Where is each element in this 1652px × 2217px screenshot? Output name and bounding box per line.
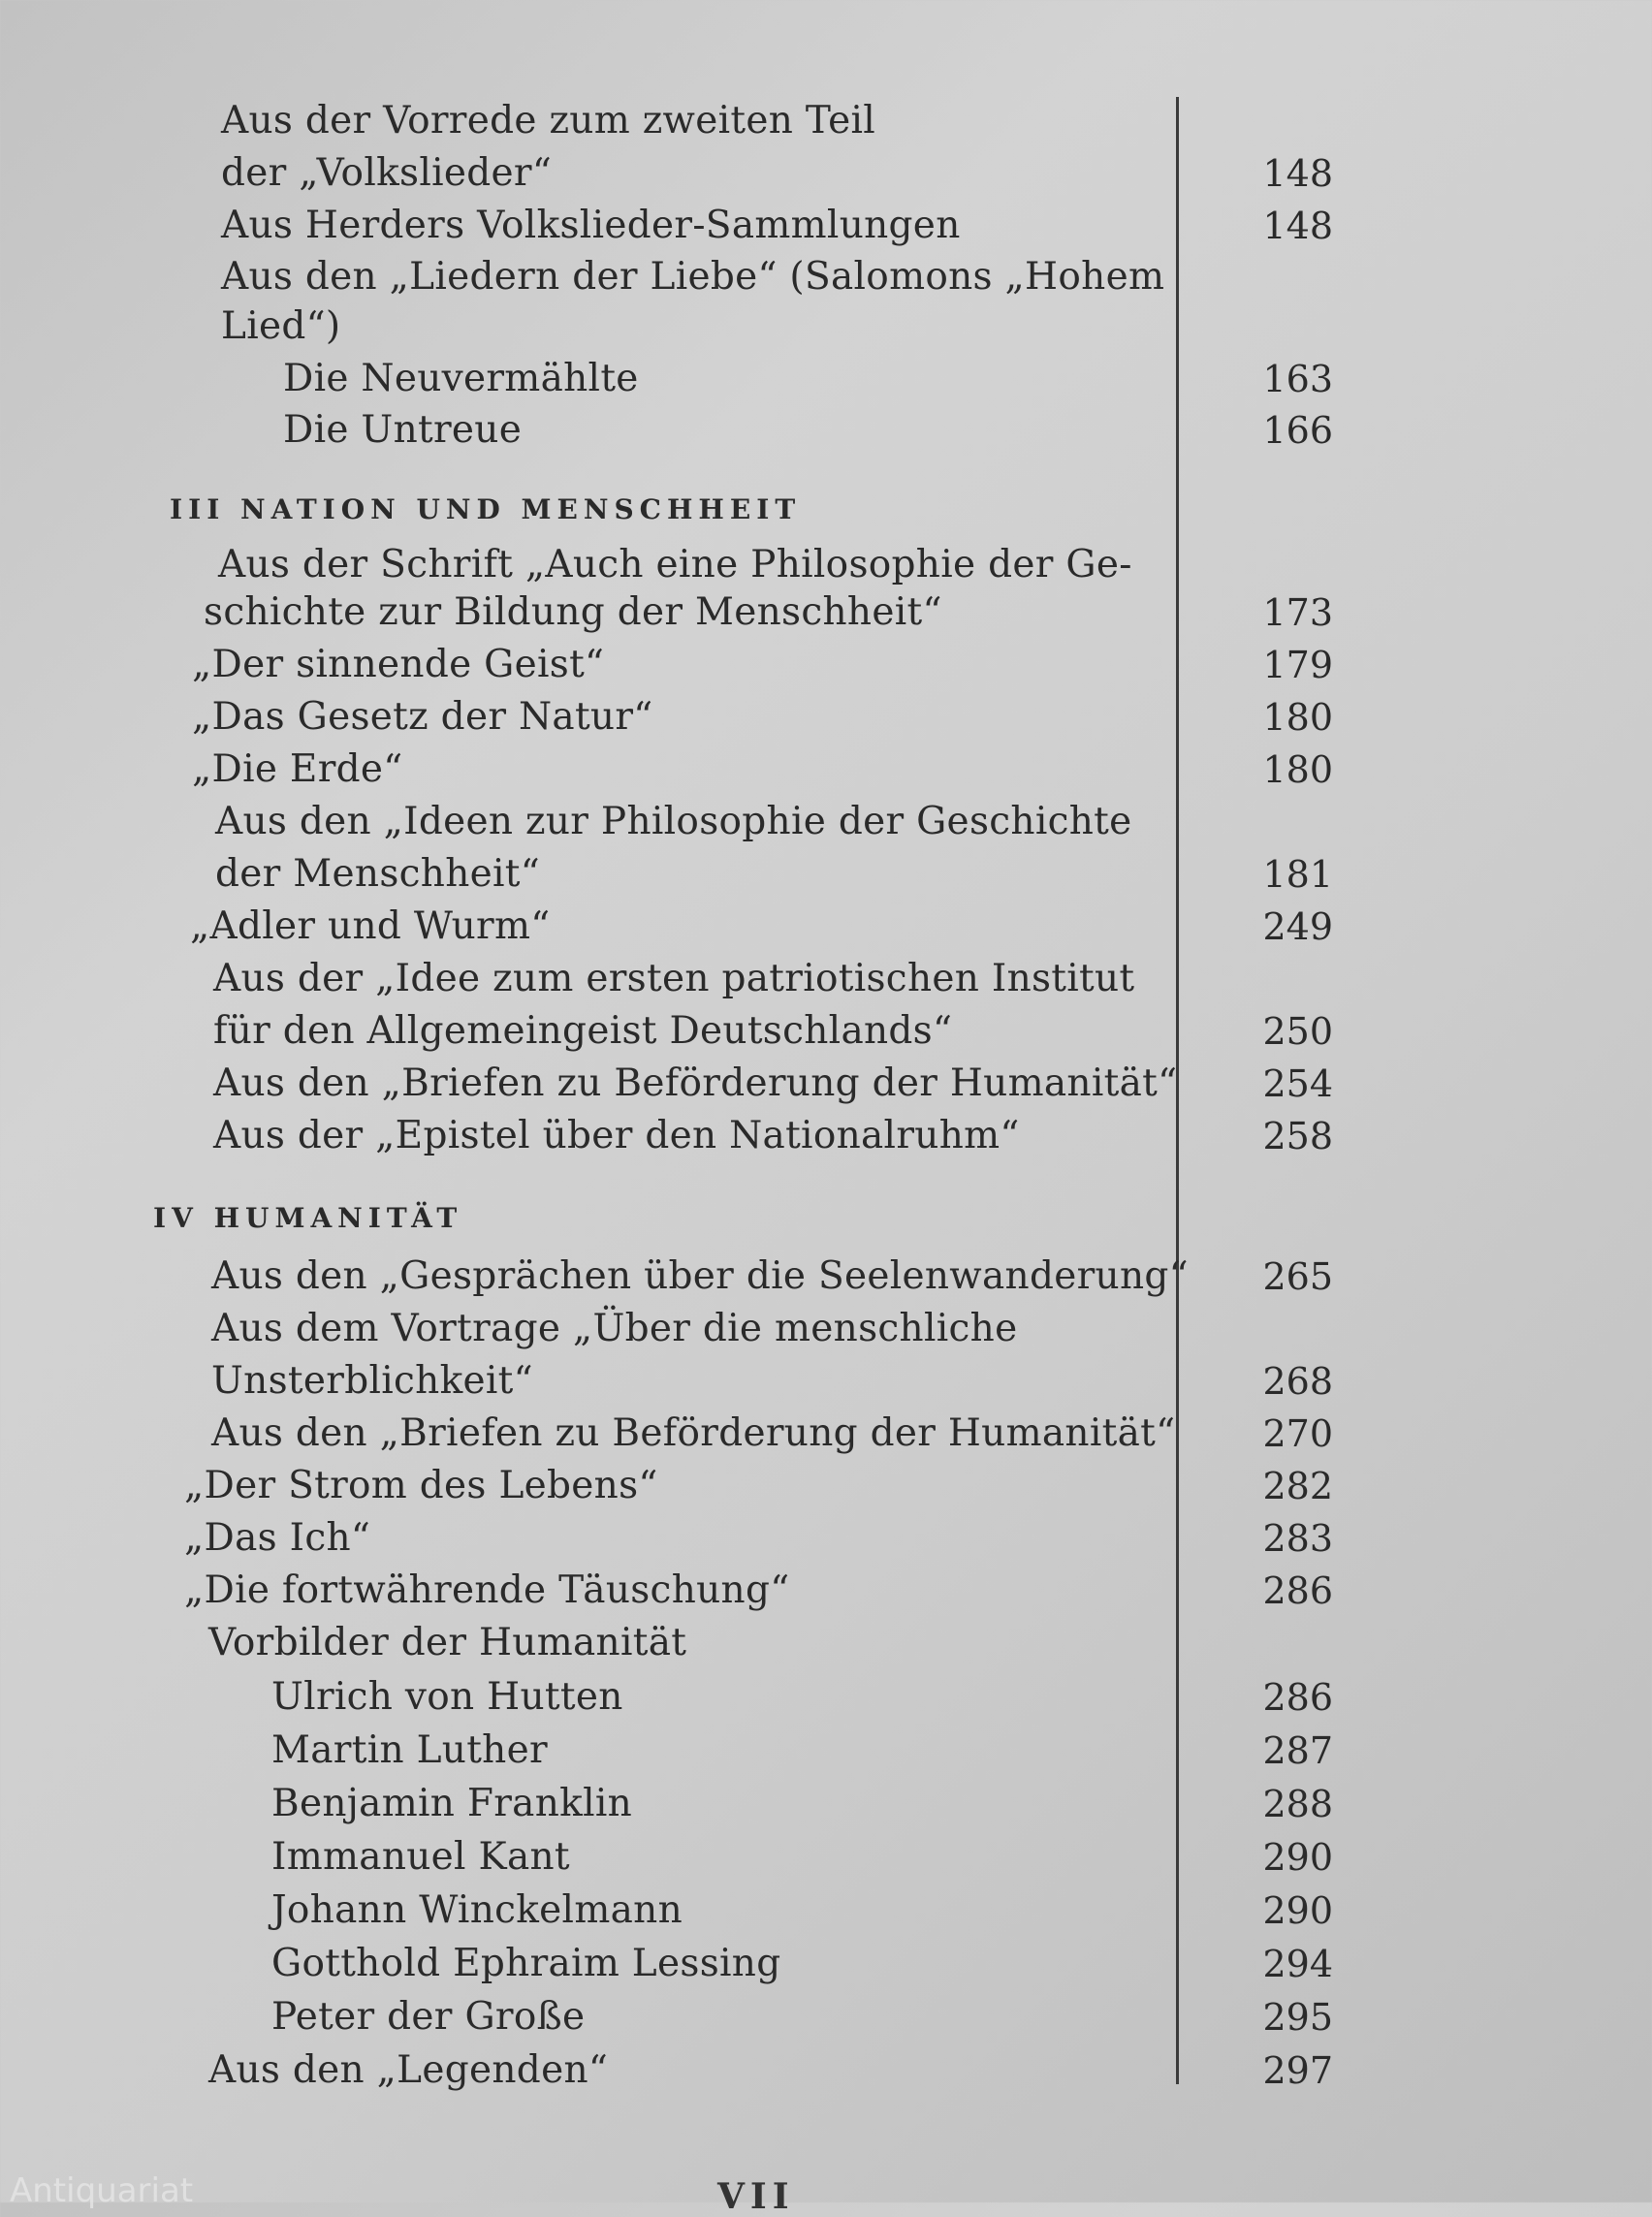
toc-page-number: 258 [1262,1115,1333,1157]
toc-entry: der Menschheit“ [215,852,540,896]
page-folio: VII [717,2176,795,2217]
toc-entry: „Das Gesetz der Natur“ [192,695,653,739]
toc-entry: der „Volkslieder“ [221,151,553,195]
toc-page-number: 290 [1262,1889,1333,1932]
toc-page-number: 270 [1262,1412,1333,1455]
toc-page-number: 148 [1262,152,1333,195]
toc-entry: Die Neuvermählte [283,357,639,400]
toc-entry: Gotthold Ephraim Lessing [271,1942,781,1985]
toc-entry: „Der Strom des Lebens“ [184,1464,658,1507]
toc-page-number: 181 [1262,853,1333,896]
toc-page-number: 163 [1262,358,1333,400]
toc-page-number: 179 [1262,644,1333,686]
toc-page-number: 287 [1262,1729,1333,1772]
toc-entry: Aus den „Legenden“ [208,2048,609,2092]
toc-entry: „Das Ich“ [184,1516,371,1560]
toc-entry: Unsterblichkeit“ [211,1359,533,1403]
toc-entry: Benjamin Franklin [271,1782,633,1825]
toc-entry: „Der sinnende Geist“ [192,643,605,686]
toc-page-number: 286 [1262,1676,1333,1719]
toc-entry: Aus dem Vortrage „Über die menschliche [211,1307,1018,1350]
toc-entry: Lied“) [221,304,341,348]
toc-entry: „Die fortwährende Täuschung“ [184,1568,790,1612]
toc-page-number: 282 [1262,1465,1333,1507]
toc-page-number: 295 [1262,1996,1333,2039]
section-heading-iv: IV HUMANITÄT [153,1202,463,1234]
toc-entry: Aus den „Ideen zur Philosophie der Geschichte [215,800,1132,843]
section-heading-iii: III NATION UND MENSCHHEIT [170,493,802,525]
toc-entry: Martin Luther [271,1728,548,1772]
toc-page-number: 254 [1262,1062,1333,1105]
toc-page-number: 297 [1262,2049,1333,2092]
toc-page-number: 265 [1262,1255,1333,1298]
toc-entry: „Adler und Wurm“ [190,904,551,948]
toc-entry: Aus den „Liedern der Liebe“ (Salomons „Hohem [221,255,1165,299]
toc-page-number: 250 [1262,1010,1333,1053]
toc-entry: Vorbilder der Humanität [208,1621,687,1664]
toc-page-number: 249 [1262,905,1333,948]
toc-entry: Aus den „Briefen zu Beförderung der Humanität“ [211,1411,1176,1455]
toc-page-number: 166 [1262,409,1333,452]
toc-entry: Die Untreue [283,408,523,452]
toc-page-number: 288 [1262,1783,1333,1825]
toc-page-number: 180 [1262,748,1333,791]
toc-entry: Ulrich von Hutten [271,1675,623,1719]
toc-page-number: 173 [1262,591,1333,634]
toc-entry: schichte zur Bildung der Menschheit“ [204,590,942,634]
toc-entry: „Die Erde“ [192,747,403,791]
toc-entry: Aus der „Epistel über den Nationalruhm“ [213,1114,1020,1157]
toc-page-number: 148 [1262,205,1333,247]
toc-entry: Aus der „Idee zum ersten patriotischen Institut [213,957,1135,1000]
toc-page-number: 180 [1262,696,1333,739]
toc-page-number: 268 [1262,1360,1333,1403]
toc-entry: Aus den „Gesprächen über die Seelenwanderung“ [211,1254,1189,1298]
toc-entry: Peter der Große [271,1995,586,2039]
toc-entry: Immanuel Kant [271,1835,570,1879]
toc-entry: Aus Herders Volkslieder-Sammlungen [221,204,961,247]
watermark: Antiquariat [10,2171,194,2210]
toc-page-number: 283 [1262,1517,1333,1560]
toc-page-number: 290 [1262,1836,1333,1879]
toc-entry: Aus den „Briefen zu Beförderung der Humanität“ [213,1061,1178,1105]
toc-entry: Aus der Schrift „Auch eine Philosophie der Ge- [218,543,1132,586]
toc-entry: Aus der Vorrede zum zweiten Teil [221,99,876,143]
toc-page-number: 294 [1262,1943,1333,1985]
toc-page-number: 286 [1262,1569,1333,1612]
toc-entry: für den Allgemeingeist Deutschlands“ [213,1009,953,1053]
toc-entry: Johann Winckelmann [271,1888,683,1932]
